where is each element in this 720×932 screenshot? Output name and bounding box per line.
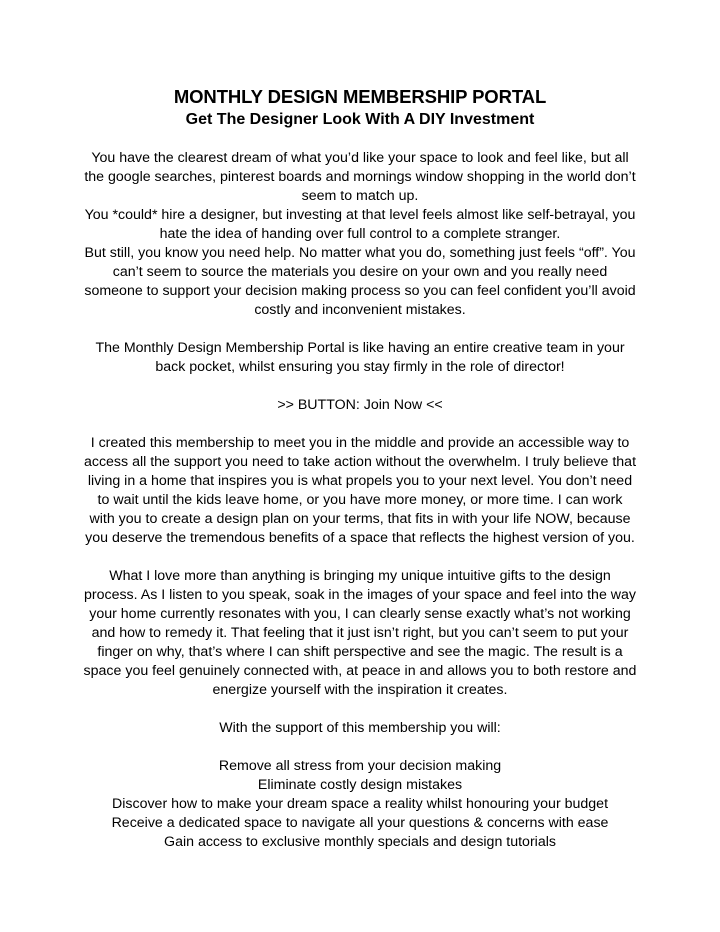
text-line: hate the idea of handing over full control to a complete stranger.: [159, 226, 561, 242]
text-line: back pocket, whilst ensuring you stay firmly in the role of director!: [155, 359, 565, 375]
spacer: [0, 320, 720, 339]
text-line: With the support of this membership you will:: [219, 720, 501, 736]
support-heading: [70, 719, 650, 738]
text-line: costly and inconvenient mistakes.: [254, 302, 466, 318]
text-line: access all the support you need to take action without the overwhelm. I truly believe that: [83, 454, 637, 470]
text-line: seem to match up.: [301, 188, 419, 204]
page-title: MONTHLY DESIGN MEMBERSHIP PORTAL: [173, 86, 547, 107]
text-line: and how to remedy it. That feeling that it just isn’t right, but you can’t seem to put your: [91, 625, 629, 641]
spacer: [0, 415, 720, 434]
created-paragraph: [70, 434, 650, 548]
text-line: you deserve the tremendous benefits of a space that reflects the highest version of you.: [85, 530, 635, 546]
text-line: What I love more than anything is bringing my unique intuitive gifts to the design: [109, 568, 611, 584]
spacer: [0, 548, 720, 567]
love-paragraph: [70, 567, 650, 700]
list-item: Eliminate costly design mistakes: [257, 777, 463, 793]
portal-paragraph: [70, 339, 650, 377]
list-item: Remove all stress from your decision making: [218, 758, 502, 774]
text-line: your home currently resonates with you, I can clearly sense exactly what’s not working: [89, 606, 631, 622]
list-item: Gain access to exclusive monthly specials and design tutorials: [164, 834, 556, 850]
text-line: to wait until the kids leave home, or you have more money, or more time. I can work: [97, 492, 623, 508]
text-line: You *could* hire a designer, but investing at that level feels almost like self-betrayal, you: [84, 207, 636, 223]
spacer: [0, 377, 720, 396]
text-line: space you feel genuinely connected with, at peace in and allows you to both restore and: [83, 663, 637, 679]
join-button-placeholder: [70, 396, 650, 415]
text-line: You have the clearest dream of what you’d like your space to look and feel like, but all: [91, 150, 629, 166]
text-line: process. As I listen to you speak, soak in the images of your space and feel into the way: [83, 587, 637, 603]
text-line: the google searches, pinterest boards and mornings window shopping in the world don’t: [84, 169, 636, 185]
button-text: >> BUTTON: Join Now <<: [277, 397, 443, 413]
text-line: finger on why, that’s where I can shift perspective and see the magic. The result is a: [97, 644, 623, 660]
intro-paragraph: [70, 149, 650, 320]
list-item: Receive a dedicated space to navigate all your questions & concerns with ease: [111, 815, 609, 831]
list-item: Discover how to make your dream space a reality whilst honouring your budget: [111, 796, 609, 812]
text-line: The Monthly Design Membership Portal is like having an entire creative team in your: [95, 340, 625, 356]
text-line: living in a home that inspires you is what propels you to your next level. You don’t need: [87, 473, 633, 489]
text-line: with you to create a design plan on your terms, that fits in with your life NOW, because: [89, 511, 631, 527]
text-line: But still, you know you need help. No matter what you do, something just feels “off”. You: [84, 245, 636, 261]
page-subtitle: Get The Designer Look With A DIY Investment: [185, 111, 535, 128]
benefits-list: [0, 757, 720, 852]
spacer: [0, 738, 720, 757]
text-line: someone to support your decision making process so you can feel confident you’ll avoid: [84, 283, 636, 299]
text-line: can’t seem to source the materials you desire on your own and you really need: [112, 264, 608, 280]
text-line: I created this membership to meet you in the middle and provide an accessible way to: [90, 435, 630, 451]
spacer: [0, 700, 720, 719]
text-line: energize yourself with the inspiration it creates.: [212, 682, 508, 698]
